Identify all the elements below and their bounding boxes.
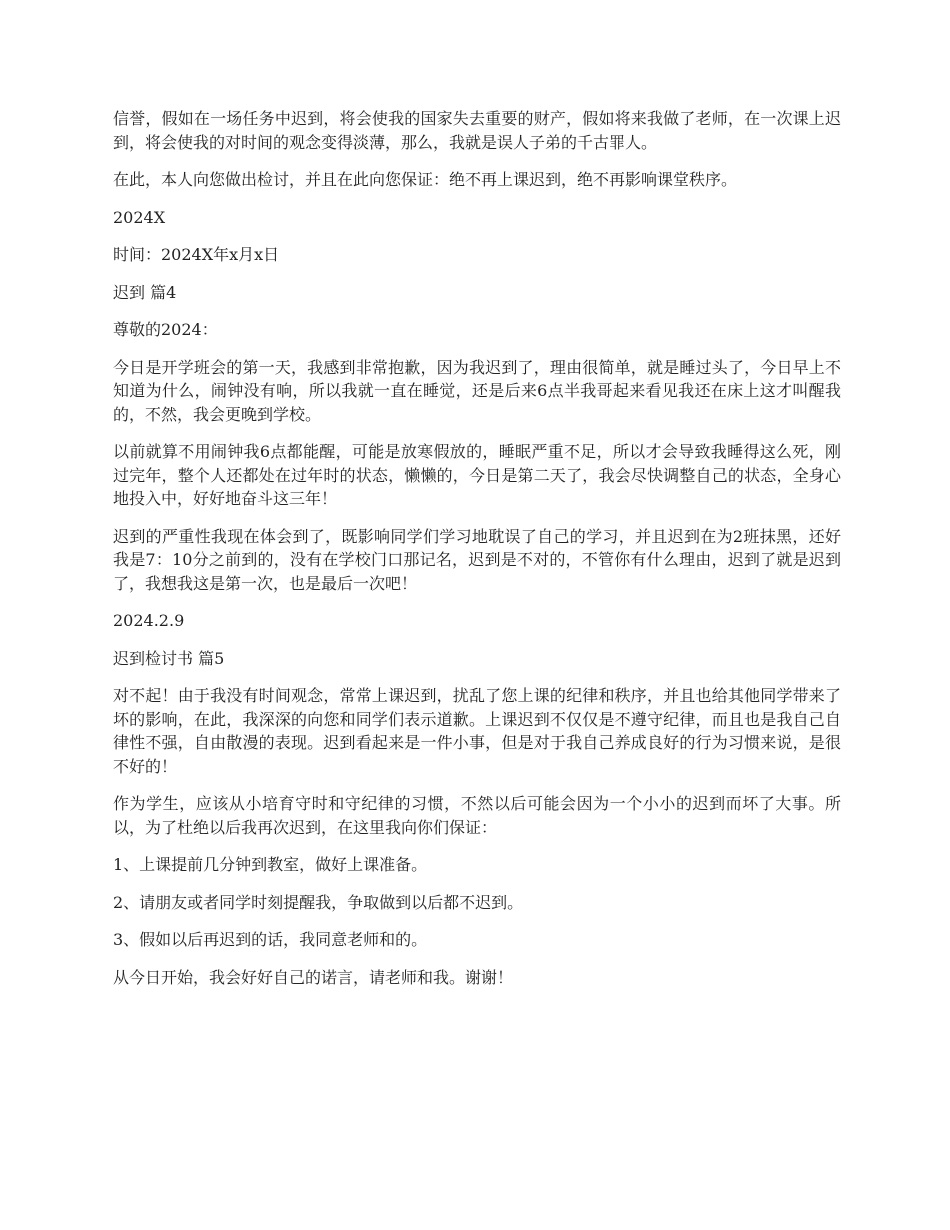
- paragraph-first-day: 今日是开学班会的第一天，我感到非常抱歉，因为我迟到了，理由很简单，就是睡过头了，今日早上不知道为什么，闹钟没有响，所以我就一直在睡觉，还是后来6点半我哥起来看见我还在床上这才叫醒我的，不然，我会更晚到学校。: [113, 357, 841, 424]
- paragraph-student-habit: 作为学生，应该从小培育守时和守纪律的习惯，不然以后可能会因为一个小小的迟到而坏了大事。所以，为了杜绝以后我再次迟到，在这里我向你们保证：: [113, 794, 841, 837]
- paragraph-date-line: 时间：2024X年x月x日: [113, 245, 280, 264]
- paragraph-date: 2024.2.9: [113, 611, 185, 630]
- paragraph-promise: 在此，本人向您做出检讨，并且在此向您保证：绝不再上课迟到，绝不再影响课堂秩序。: [113, 170, 738, 189]
- salutation: 尊敬的2024：: [113, 320, 218, 339]
- paragraph-year: 2024X: [113, 207, 166, 227]
- paragraph-seriousness: 迟到的严重性我现在体会到了，既影响同学们学习地耽误了自己的学习，并且迟到在为2班抹黑，还好我是7：10分之前到的，没有在学校门口那记名，迟到是不对的，不管你有什么理由，迟到了就是迟到了，我想我这是第一次，也是最后一次吧！: [113, 526, 841, 593]
- section-heading-5: 迟到检讨书 篇5: [113, 648, 225, 668]
- section-heading-4: 迟到 篇4: [113, 282, 177, 302]
- paragraph-apology: 对不起！由于我没有时间观念，常常上课迟到，扰乱了您上课的纪律和秩序，并且也给其他同学带来了坏的影响，在此，我深深的向您和同学们表示道歉。上课迟到不仅仅是不遵守纪律，而且也是我自己自律性不强，自由散漫的表现。迟到看起来是一件小事，但是对于我自己养成良好的行为习惯来说，是很不好的！: [113, 686, 841, 776]
- paragraph-alarm: 以前就算不用闹钟我6点都能醒，可能是放寒假放的，睡眠严重不足，所以才会导致我睡得这么死，刚过完年，整个人还都处在过年时的状态，懒懒的，今日是第二天了，我会尽快调整自己的状态，全身心地投入中，好好地奋斗这三年！: [113, 442, 841, 508]
- list-item-1: 1、上课提前几分钟到教室，做好上课准备。: [113, 855, 428, 874]
- document-body: [113, 107, 841, 1003]
- paragraph-pledge-intro: 信誉，假如在一场任务中迟到，将会使我的国家失去重要的财产，假如将来我做了老师，在一次课上迟到，将会使我的对时间的观念变得淡薄，那么，我就是误人子弟的千古罪人。: [113, 109, 841, 152]
- paragraph-closing: 从今日开始，我会好好自己的诺言，请老师和我。谢谢！: [113, 967, 514, 987]
- list-item-3: 3、假如以后再迟到的话，我同意老师和的。: [113, 930, 428, 949]
- list-item-2: 2、请朋友或者同学时刻提醒我，争取做到以后都不迟到。: [113, 892, 524, 912]
